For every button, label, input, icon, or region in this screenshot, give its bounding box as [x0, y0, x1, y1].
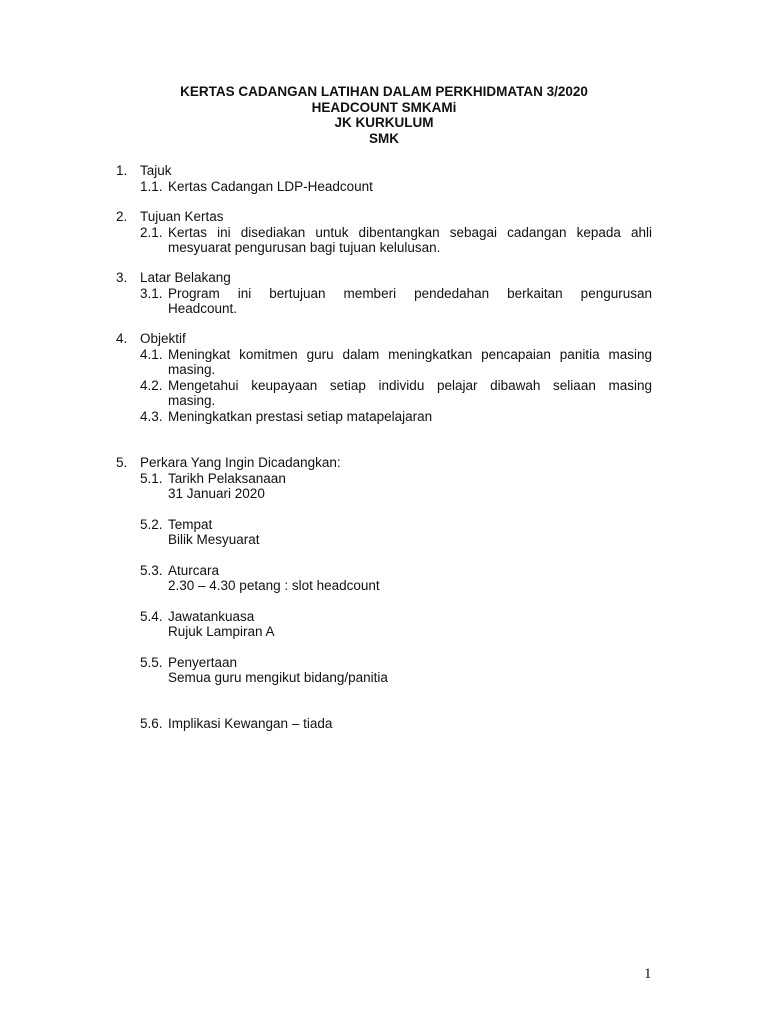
subsection-label: Penyertaan: [168, 654, 238, 670]
title-line-1: KERTAS CADANGAN LATIHAN DALAM PERKHIDMATAN 3/2020: [180, 84, 588, 99]
subsection-text: [168, 609, 652, 640]
text-line: Mengetahui keupayaan setiap individu pelajar dibawah seliaan masing: [168, 377, 652, 393]
title-line-3: JK KURKULUM: [334, 115, 434, 130]
subsection-value: 2.30 – 4.30 petang : slot headcount: [168, 578, 380, 593]
text-line: mesyuarat pengurusan bagi tujuan kelulusan.: [168, 240, 441, 255]
subsection-text: [168, 347, 652, 378]
subsection-text: [168, 517, 652, 548]
subsection-number: 5.5.: [140, 654, 163, 670]
document-title: [0, 84, 768, 146]
section-number: 1.: [116, 163, 128, 178]
subsection-text: [168, 378, 652, 409]
section-heading: Perkara Yang Ingin Dicadangkan:: [140, 455, 341, 470]
subsection-number: 4.2.: [140, 377, 163, 393]
subsection-number: 5.4.: [140, 608, 163, 624]
section-heading: Tajuk: [140, 163, 172, 178]
subsection-number: 3.1.: [140, 285, 163, 301]
subsection-value: Semua guru mengikut bidang/panitia: [168, 670, 388, 685]
subsection-text: Implikasi Kewangan – tiada: [168, 716, 333, 731]
subsection-label: Tempat: [168, 516, 213, 532]
subsection-number: 5.2.: [140, 516, 163, 532]
section-number: 4.: [116, 331, 128, 346]
section-number: 5.: [116, 455, 128, 470]
title-line-4: SMK: [369, 130, 399, 146]
subsection-number: 5.1.: [140, 470, 163, 486]
section-heading: Objektif: [140, 331, 186, 346]
subsection-text: Meningkatkan prestasi setiap matapelajaran: [168, 408, 433, 424]
subsection-label: Tarikh Pelaksanaan: [168, 470, 286, 486]
text-line: Program ini bertujuan memberi pendedahan berkaitan pengurusan: [168, 285, 652, 301]
title-line-2: HEADCOUNT SMKAMi: [311, 99, 457, 115]
subsection-text: [168, 563, 652, 594]
subsection-value: 31 Januari 2020: [168, 486, 265, 501]
subsection-text: [168, 225, 652, 256]
subsection-text: [168, 471, 652, 502]
subsection-text: Kertas Cadangan LDP-Headcount: [168, 178, 373, 194]
subsection-text: [168, 286, 652, 317]
section-number: 2.: [116, 209, 128, 224]
section-heading: Tujuan Kertas: [140, 209, 224, 224]
subsection-text: [168, 655, 652, 686]
section-number: 3.: [116, 270, 128, 285]
subsection-value: Bilik Mesyuarat: [168, 532, 260, 547]
page-number: 1: [644, 966, 652, 982]
subsection-number: 4.3.: [140, 408, 163, 424]
subsection-label: Aturcara: [168, 562, 220, 578]
text-line: Headcount.: [168, 301, 238, 316]
text-line: masing.: [168, 362, 216, 377]
subsection-number: 2.1.: [140, 224, 163, 240]
subsection-number: 1.1.: [140, 178, 163, 194]
text-line: Kertas ini disediakan untuk dibentangkan sebagai cadangan kepada ahli: [168, 224, 652, 240]
subsection-number: 5.3.: [140, 562, 163, 578]
subsection-value: Rujuk Lampiran A: [168, 624, 275, 639]
subsection-label: Jawatankuasa: [168, 608, 255, 624]
subsection-number: 4.1.: [140, 346, 163, 362]
text-line: Meningkat komitmen guru dalam meningkatkan pencapaian panitia masing: [168, 346, 652, 362]
text-line: masing.: [168, 393, 216, 408]
subsection-number: 5.6.: [140, 716, 163, 731]
section-heading: Latar Belakang: [140, 270, 231, 285]
